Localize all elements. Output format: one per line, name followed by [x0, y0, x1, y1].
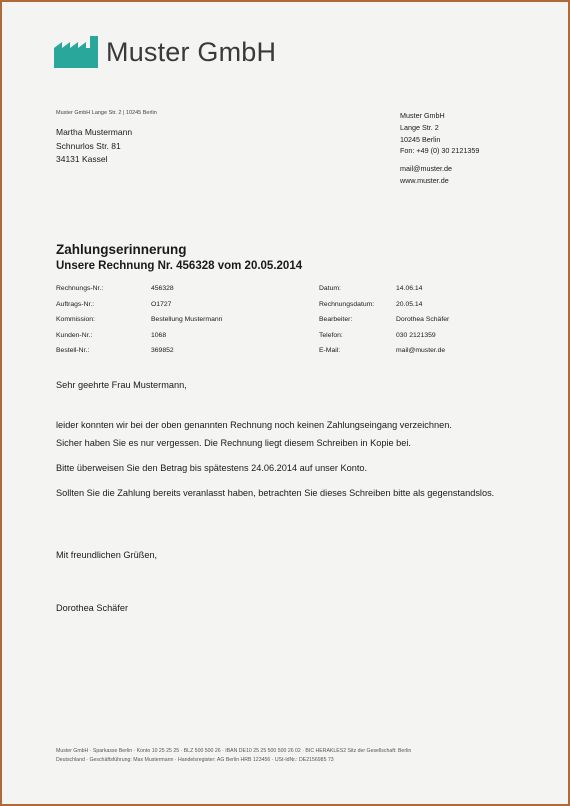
brand-name: Muster GmbH [106, 36, 277, 67]
paragraph-4: Sollten Sie die Zahlung bereits veranlasst haben, betrachten Sie dieses Schreiben bitte als gegenstandslos. [56, 488, 495, 498]
info-label: Rechnungs-Nr.: [56, 285, 104, 292]
info-value: 1068 [151, 331, 167, 339]
info-label: Kommission: [56, 316, 95, 323]
paragraph-1: leider konnten wir bei der oben genannten Rechnung noch keinen Zahlungseingang verzeichnen. [56, 420, 452, 430]
salutation: Sehr geehrte Frau Mustermann, [56, 380, 187, 390]
info-label: Telefon: [319, 331, 343, 339]
footer-line-1: Muster GmbH · Sparkasse Berlin · Konto 10 25 25 25 · BLZ 500 500 26 · IBAN DE10 25 25 500 500 26 02 · BIC HERAKLES2 Sitz der Gesellschaft: Berlin [56, 748, 412, 754]
company-contact-block [400, 110, 479, 187]
company-email: mail@muster.de [400, 164, 453, 174]
info-value: 030 2121359 [396, 331, 436, 339]
info-value: 456328 [151, 285, 174, 292]
company-name: Muster GmbH [400, 111, 445, 120]
info-label: Datum: [319, 285, 341, 292]
paragraph-2: Sicher haben Sie es nur vergessen. Die Rechnung liegt diesem Schreiben in Kopie bei. [56, 438, 411, 448]
info-value: 369852 [151, 347, 174, 354]
info-label: Auftrags-Nr.: [56, 300, 95, 308]
closing: Mit freundlichen Grüßen, [56, 550, 158, 560]
invoice-info-table [56, 285, 476, 363]
company-phone: Fon: +49 (0) 30 2121359 [400, 146, 480, 156]
company-logo [54, 36, 276, 68]
sender-return-line: Muster GmbH Lange Str. 2 | 10245 Berlin [56, 110, 157, 116]
info-label: E-Mail: [319, 347, 341, 354]
info-value: O1727 [151, 300, 172, 308]
recipient-city: 34131 Kassel [56, 154, 108, 164]
info-row [56, 347, 476, 363]
info-label: Bearbeiter: [319, 316, 353, 323]
info-row [56, 332, 476, 348]
letter-title: Zahlungserinnerung [56, 242, 187, 257]
info-row [56, 285, 476, 301]
subject-block [56, 242, 302, 274]
paragraph-3: Bitte überweisen Sie den Betrag bis spätestens 24.06.2014 auf unser Konto. [56, 463, 368, 473]
info-label: Bestell-Nr.: [56, 347, 90, 354]
company-website: www.muster.de [400, 175, 449, 185]
recipient-name: Martha Mustermann [56, 127, 133, 137]
info-row [56, 316, 476, 332]
info-value: 14.06.14 [396, 285, 423, 292]
signature-name: Dorothea Schäfer [56, 603, 129, 613]
info-label: Kunden-Nr.: [56, 331, 93, 339]
company-street: Lange Str. 2 [400, 122, 439, 132]
footer-line-2: Deutschland · Geschäftsführung: Max Mustermann · Handelsregister: AG Berlin HRB 123456 · USt-IdNr.: DE2156985 73 [56, 757, 334, 763]
recipient-street: Schnurlos Str. 81 [56, 140, 121, 151]
info-label: Rechnungsdatum: [319, 300, 375, 308]
company-city: 10245 Berlin [400, 134, 441, 144]
info-value: mail@muster.de [396, 347, 446, 354]
info-value: Dorothea Schäfer [396, 316, 450, 323]
info-value: Bestellung Mustermann [151, 316, 223, 323]
letter-subtitle: Unsere Rechnung Nr. 456328 vom 20.05.2014 [56, 260, 303, 272]
footer [56, 747, 526, 765]
info-row [56, 301, 476, 317]
info-value: 20.05.14 [396, 300, 423, 308]
factory-icon [54, 36, 100, 68]
recipient-address [56, 126, 132, 167]
